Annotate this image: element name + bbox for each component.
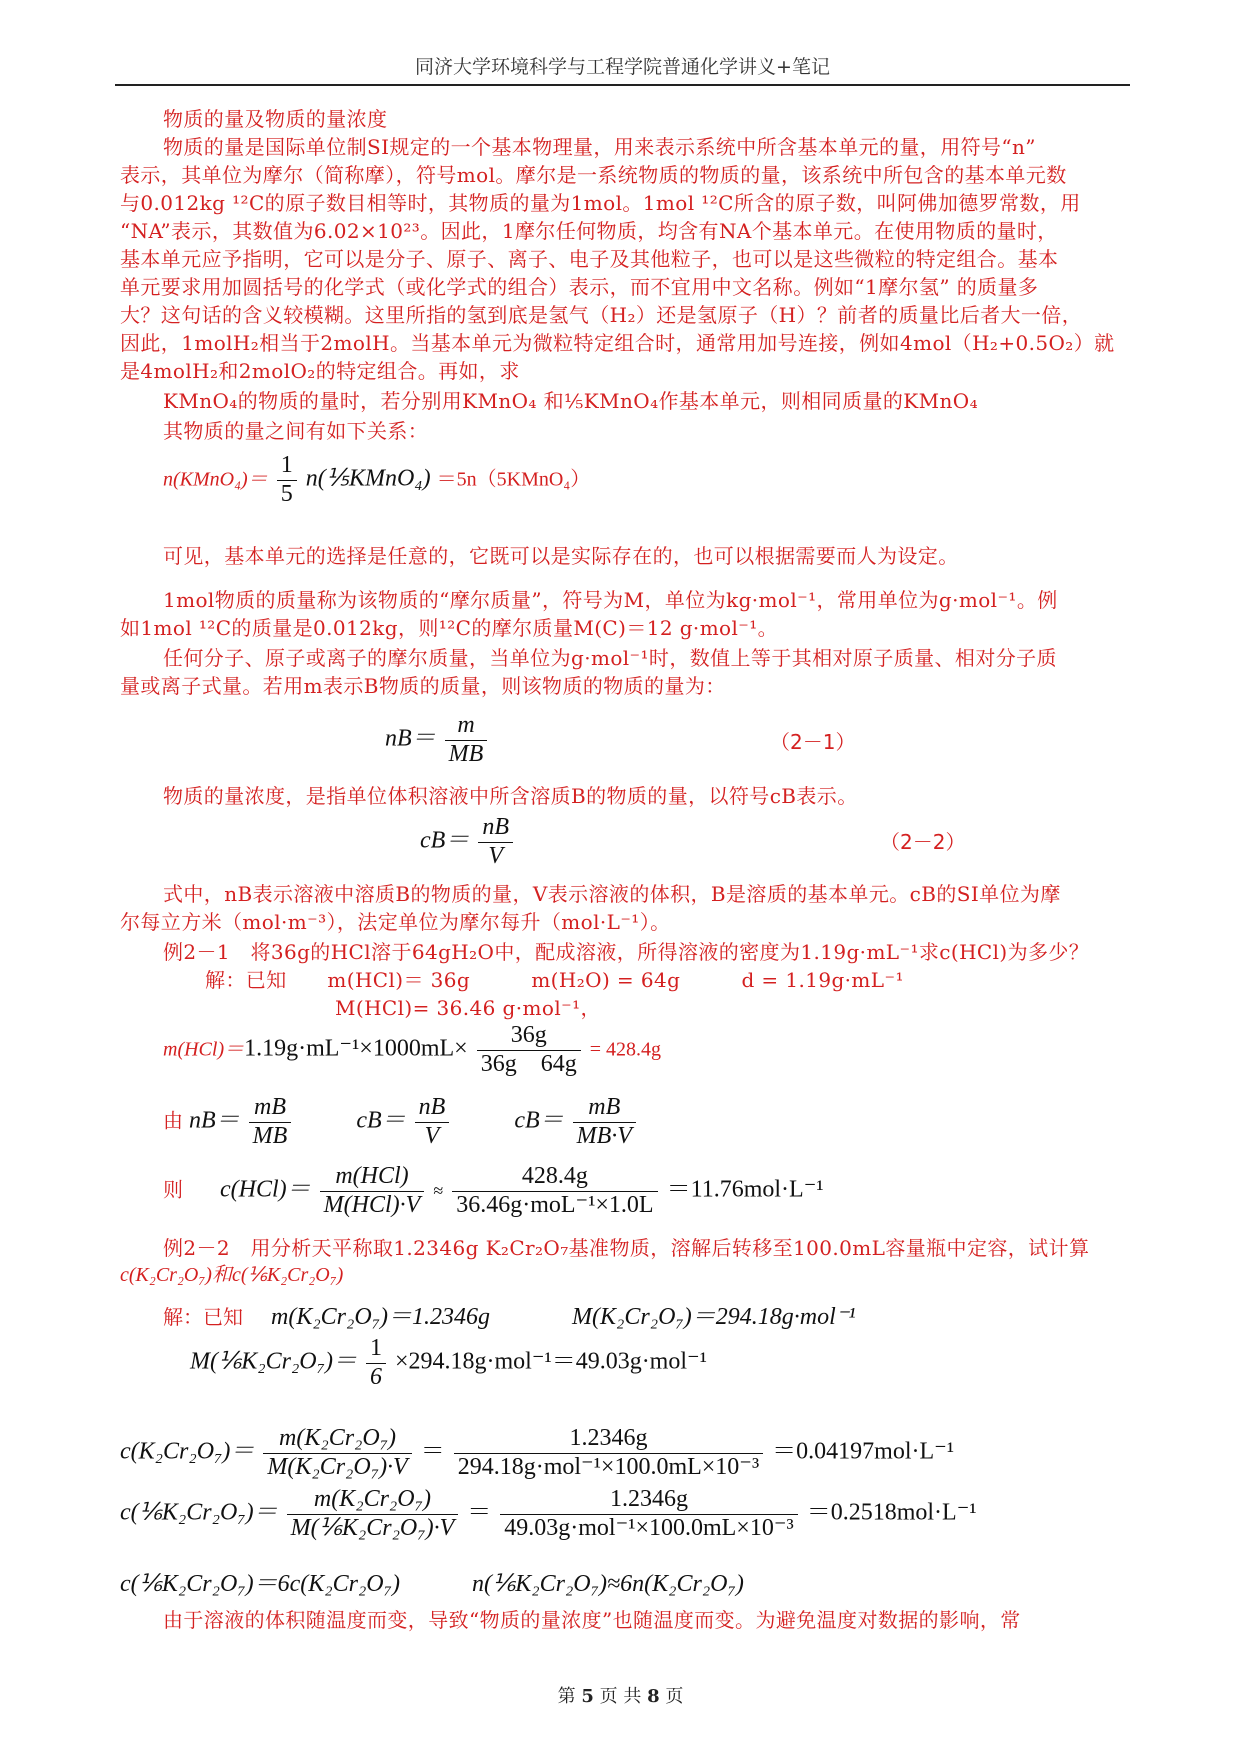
paragraph-line: 1mol物质的质量称为该物质的“摩尔质量”，符号为M，单位为kg·mol⁻¹，常用单位为g·mol⁻¹。例 [163, 588, 1058, 612]
paragraph-line: 其物质的量之间有如下关系： [163, 419, 429, 443]
paragraph-line: 由于溶液的体积随温度而变，导致“物质的量浓度”也随温度而变。为避免温度对数据的影响，常 [163, 1608, 1021, 1632]
paragraph-line: 是4molH₂和2molO₂的特定组合。再如，求 [120, 359, 520, 383]
equation-c2: c(⅙K₂Cr₂O₇)＝ $\frac{\text{m(K₂Cr₂O₇)}}{\text{M(⅙K₂Cr₂O₇)·V}}$ ＝ $\frac{1.2346g}{\text{49.03g·mol⁻¹×100.0mL×10⁻³}}$ ＝0.2518mol·L⁻¹ [120, 1486, 977, 1541]
equation-relations: c(⅙K₂Cr₂O₇)＝6c(K₂Cr₂O₇) n(⅙K₂Cr₂O₇)≈6n(K₂Cr₂O₇) [120, 1571, 744, 1597]
page-header: 同济大学环境科学与工程学院普通化学讲义+笔记 [415, 56, 830, 78]
paragraph-line: 与0.012kg ¹²C的原子数目相等时，其物质的量为1mol。1mol ¹²C所含的原子数，叫阿佛加德罗常数，用 [120, 191, 1081, 215]
example-given-2: 解：已知 m(K₂Cr₂O₇)＝1.2346g M(K₂Cr₂O₇)＝294.18g·mol⁻¹ [163, 1304, 856, 1330]
eq-rhs: ＝5n（5KMnO₄） [436, 468, 591, 491]
paragraph-line: 表示，其单位为摩尔（简称摩），符号mol。摩尔是一系统物质的物质的量，该系统中所包含的基本单元数 [120, 163, 1067, 187]
paragraph-line: “NA”表示，其数值为6.02×10²³。因此，1摩尔任何物质，均含有NA个基本单元。在使用物质的量时， [120, 219, 1058, 243]
paragraph-line: 物质的量是国际单位制SI规定的一个基本物理量，用来表示系统中所含基本单元的量，用符号“n” [163, 135, 1036, 159]
example-title: 例2－2 用分析天平称取1.2346g K₂Cr₂O₇基准物质，溶解后转移至100.0mL容量瓶中定容，试计算 [163, 1236, 1090, 1260]
example-given: M(HCl)= 36.46 g·mol⁻¹， [335, 996, 601, 1020]
example-title: 例2－1 将36g的HCl溶于64gH₂O中，配成溶液，所得溶液的密度为1.19g·mL⁻¹求c(HCl)为多少？ [163, 940, 1090, 964]
equation-2-2: cB＝ $\frac{nB}{V}$ [420, 814, 516, 870]
equation-c-hcl: 则 c(HCl)＝ $\frac{\text{m(HCl)}}{\text{M(HCl)·V}}$ ≈ $\frac{428.4g}{\text{36.46g·moL⁻¹×1.0L}}$ ＝11.76mol·L⁻¹ [163, 1163, 824, 1218]
paragraph-line: 因此，1molH₂相当于2molH。当基本单元为微粒特定组合时，通常用加号连接，例如4mol（H₂+0.5O₂）就 [120, 331, 1115, 355]
page-total: 8 [647, 1686, 660, 1707]
equation-c1: c(K₂Cr₂O₇)＝ $\frac{\text{m(K₂Cr₂O₇)}}{\text{M(K₂Cr₂O₇)·V}}$ ＝ $\frac{1.2346g}{\text{294.18g·mol⁻¹×100.0mL×10⁻³}}$ ＝0.04197mol·L⁻¹ [120, 1425, 955, 1480]
equation-mass-hcl: m(HCl)＝1.19g·mL⁻¹×1000mL× $\frac{36g}{36g 64g}$ = 428.4g [163, 1022, 661, 1077]
page-number: 5 [581, 1686, 594, 1707]
paragraph-line: 式中，nB表示溶液中溶质B的物质的量，V表示溶液的体积，B是溶质的基本单元。cB的SI单位为摩 [163, 882, 1061, 906]
equation-2-1: nB＝ $\frac{m}{MB}$ [385, 712, 490, 768]
paragraph-line: 单元要求用加圆括号的化学式（或化学式的组合）表示，而不宜用中文名称。例如“1摩尔氢” 的质量多 [120, 275, 1039, 299]
eq-mid: n(⅕KMnO₄) [305, 465, 431, 492]
example-given: 解：已知 m(HCl)＝ 36g m(H₂O) = 64g d = 1.19g·mL⁻¹ [205, 968, 904, 992]
equation-number: （2－1） [770, 730, 856, 754]
eq-lhs: n(KMnO₄)＝ [163, 468, 268, 491]
paragraph-line: 物质的量浓度，是指单位体积溶液中所含溶质B的物质的量，以符号cB表示。 [163, 784, 858, 808]
paragraph-line: 任何分子、原子或离子的摩尔质量，当单位为g·mol⁻¹时，数值上等于其相对原子质量、相对分子质 [163, 646, 1057, 670]
paragraph-line: KMnO₄的物质的量时，若分别用KMnO₄ 和⅕KMnO₄作基本单元，则相同质量的KMnO₄ [163, 389, 979, 413]
example-title-2: c(K₂Cr₂O₇)和c(⅙K₂Cr₂O₇) [120, 1264, 344, 1286]
equation-number: （2－2） [880, 830, 966, 854]
paragraph-line: 可见，基本单元的选择是任意的，它既可以是实际存在的，也可以根据需要而人为设定。 [163, 544, 959, 568]
page-footer: 第 5 页 共 8 页 [557, 1686, 684, 1707]
equation-formulas: 由 nB＝ $\frac{mB}{MB}$ cB＝ $\frac{nB}{V}$ cB＝ $\frac{mB}{MB\cdot V}$ [163, 1094, 639, 1150]
header-rule [115, 84, 1130, 86]
paragraph-line: 基本单元应予指明，它可以是分子、原子、离子、电子及其他粒子，也可以是这些微粒的特定组合。基本 [120, 247, 1059, 271]
equation-molar-mass: M(⅙K₂Cr₂O₇)＝ $\frac{1}{6}$ ×294.18g·mol⁻¹＝49.03g·mol⁻¹ [190, 1335, 707, 1390]
paragraph-line: 尔每立方米（mol·m⁻³），法定单位为摩尔每升（mol·L⁻¹）。 [120, 910, 671, 934]
paragraph-line: 量或离子式量。若用m表示B物质的质量，则该物质的物质的量为： [120, 674, 726, 698]
eq-fraction: $\frac{1}{5}$ [277, 452, 297, 508]
paragraph-line: 大？这句话的含义较模糊。这里所指的氢到底是氢气（H₂）还是氢原子（H）？前者的质量比后者大一倍， [120, 303, 1083, 327]
section-heading: 物质的量及物质的量浓度 [163, 107, 388, 131]
equation-kmno4 [163, 452, 590, 508]
paragraph-line: 如1mol ¹²C的质量是0.012kg，则¹²C的摩尔质量M(C)＝12 g·mol⁻¹。 [120, 616, 779, 640]
